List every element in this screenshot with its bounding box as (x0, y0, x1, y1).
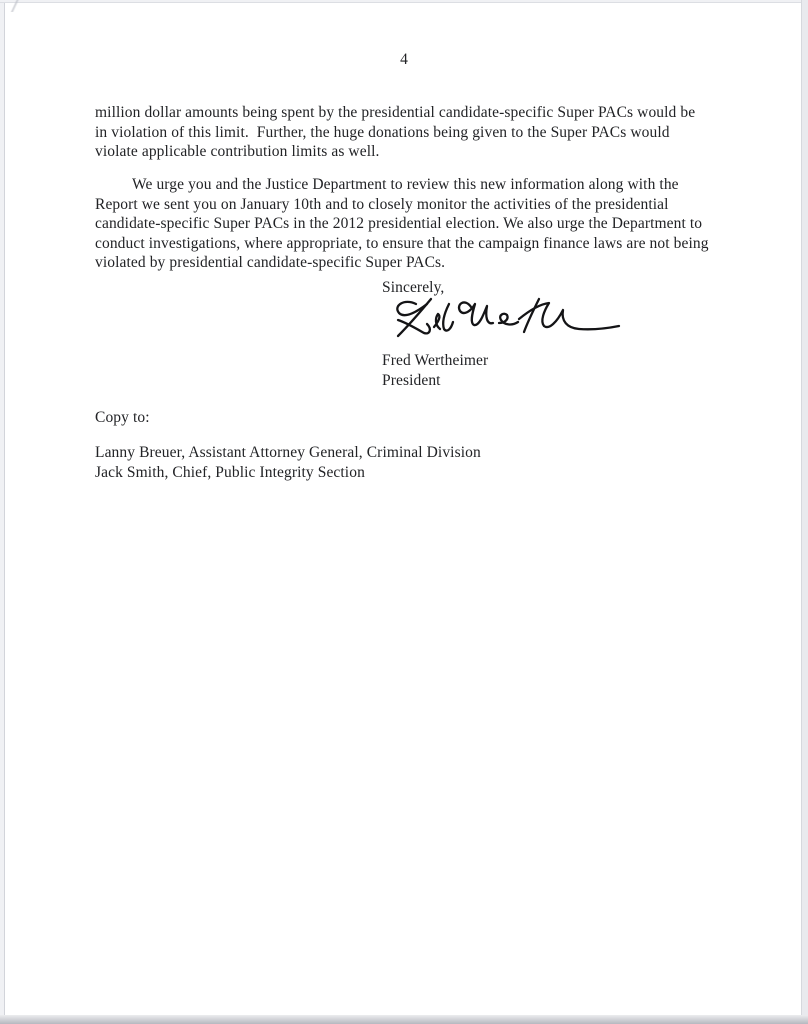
paragraph-line: in violation of this limit. Further, the huge donations being given to the Super PACs would (95, 123, 670, 141)
copy-to-recipient: Jack Smith, Chief, Public Integrity Section (95, 463, 365, 481)
scan-edge-top (0, 0, 808, 3)
paragraph-urge-justice-department (95, 175, 709, 273)
copy-to-recipients (95, 443, 481, 482)
paragraph-line: We urge you and the Justice Department to review this new information along with the (132, 176, 679, 193)
handwritten-signature-image (386, 293, 624, 343)
scan-edge-bottom (0, 1015, 808, 1024)
copy-to-label: Copy to: (95, 409, 150, 426)
signer-name: Fred Wertheimer (382, 352, 489, 369)
paragraph-line: candidate-specific Super PACs in the 2012 presidential election. We also urge the Department to (95, 215, 703, 232)
paragraph-contribution-limits (95, 103, 695, 162)
paragraph-line: violate applicable contribution limits as well. (95, 143, 380, 160)
paragraph-line: million dollar amounts being spent by the presidential candidate-specific Super PACs would be (95, 104, 696, 121)
scan-corner-artifact (0, 0, 30, 12)
signer-block (382, 351, 488, 390)
copy-to-recipient: Lanny Breuer, Assistant Attorney General, Criminal Division (95, 444, 481, 461)
signature-strokes (386, 293, 624, 343)
scan-edge-left (0, 0, 5, 1024)
scan-edge-right (801, 0, 808, 1024)
closing-salutation: Sincerely, (382, 279, 445, 296)
paragraph-line: Report we sent you on January 10th and to closely monitor the activities of the presidential (95, 195, 669, 213)
signer-title: President (382, 371, 441, 389)
paragraph-line: conduct investigations, where appropriate, to ensure that the campaign finance laws are not being (95, 234, 709, 252)
page-number: 4 (400, 51, 408, 68)
paragraph-line: violated by presidential candidate-specific Super PACs. (95, 254, 446, 271)
